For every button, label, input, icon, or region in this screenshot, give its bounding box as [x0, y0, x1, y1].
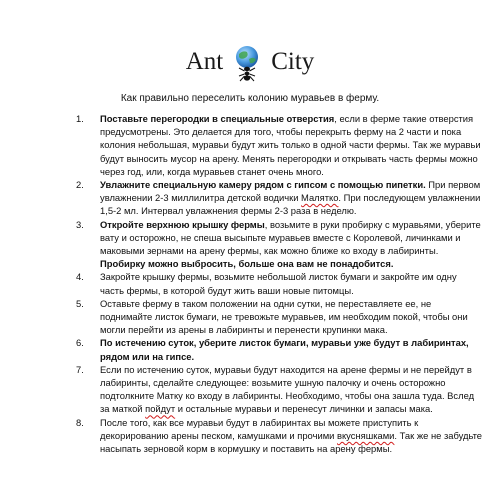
step-text: Оставьте ферму в таком положении на одни сутки, не переставляете ее, не поднимайте листок бумаги, не тревожьте муравьев, им необходим покой, чтобы они могли перейти из арены в лабиринты и перенести крупинки мака.	[100, 297, 468, 336]
step-number: 2.	[76, 179, 84, 191]
instruction-step-1	[76, 112, 483, 178]
document-subtitle: Как правильно переселить колонию муравьев в ферму.	[120, 93, 380, 104]
step-text: , возьмите в руки пробирку с муравьями, уберите вату и осторожно, не спеша высыпьте муравьев вместе с Королевой, личинками и маковыми зернами на арену фермы, как можно ближе ко входу в лабиринты.	[100, 218, 481, 257]
instruction-step-3	[76, 218, 483, 271]
antcity-logo	[0, 42, 500, 82]
step-bold-text: Поставьте перегородки в специальные отверстия	[100, 113, 335, 124]
step-number: 1.	[76, 113, 84, 124]
step-text: Если по истечению суток, муравьи будут находится на арене фермы и не перейдут в лабиринты, сделайте следующее: возьмите ушную палочку и очень осторожно подтолкните Матку ко входу в лабиринты. Необходимо, чтобы она зашла туда. Вслед за маткой	[100, 363, 475, 415]
step-number: 3.	[76, 218, 84, 230]
instruction-step-8	[76, 416, 483, 456]
logo-text-ant: Ant	[185, 48, 224, 75]
step-bold-text: Откройте верхнюю крышку фермы	[100, 218, 265, 230]
instruction-step-6	[76, 336, 483, 362]
instruction-step-4	[76, 270, 483, 296]
instruction-step-2	[76, 178, 483, 218]
logo-text-city: City	[271, 48, 315, 75]
step-text: Закройте крышку фермы, возьмите небольшой листок бумаги и закройте им одну часть фермы, в которой будут жить ваши новые питомцы.	[100, 271, 457, 296]
step-bold-text: По истечению суток, уберите листок бумаги, муравьи уже будут в лабиринтах, рядом или на гипсе.	[100, 337, 469, 362]
misspelled-word: Малятко	[301, 192, 339, 204]
step-number: 6.	[76, 337, 84, 349]
step-bold-end-text: Пробирку можно выбросить, больше она вам не понадобится.	[100, 258, 394, 270]
step-number: 7.	[76, 363, 84, 375]
instruction-list	[76, 112, 483, 455]
step-text: и остальные муравьи и перенесут личинки и запасы мака.	[175, 403, 433, 415]
step-text: , если в ферме такие отверстия предусмотрены. Это делается для того, чтобы перекрыть ферму на 2 части и пока колония небольшая, муравьи будут жить только в одной части фермы. Так же муравьи будут выносить мусор на арену. Менять перегородки и открывать часть фермы можно через год, или, когда муравьев станет очень много.	[100, 113, 481, 177]
misspelled-word: вкусняшками	[336, 429, 395, 441]
instruction-step-7	[76, 363, 483, 416]
instruction-step-5	[76, 297, 483, 337]
ant-globe-icon	[227, 42, 267, 82]
step-text: . При последующем увлажнении 1,5-2 мл. Интервал увлажнения фермы 2-3 раза в неделю.	[100, 192, 481, 217]
step-text: После того, как все муравьи будут в лабиринтах вы можете приступить к декорированию арены песком, камушками и прочими	[100, 416, 419, 441]
misspelled-word: пойдут	[145, 403, 176, 415]
step-bold-text: Увлажните специальную камеру рядом с гипсом с помощью пипетки.	[100, 179, 426, 191]
step-text: . Так же не забудьте насыпать зерновой корм в кормушку и поставить на арену фермы.	[100, 429, 483, 455]
step-number: 8.	[76, 416, 84, 428]
step-text: При первом увлажнении 2-3 миллилитра детской водички	[100, 179, 481, 204]
step-number: 5.	[76, 297, 84, 309]
step-number: 4.	[76, 271, 84, 283]
